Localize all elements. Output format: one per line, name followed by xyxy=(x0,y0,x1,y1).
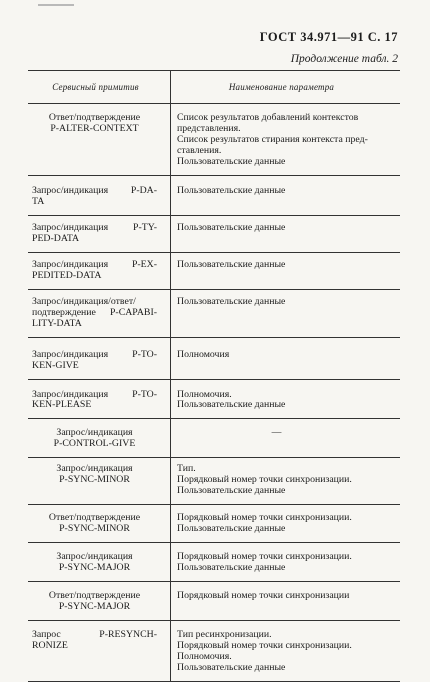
primitive-line: Ответ/подтверждение xyxy=(48,512,141,524)
primitive-cell xyxy=(28,290,163,337)
primitive-cell xyxy=(28,216,163,252)
table-row xyxy=(28,290,400,338)
primitive-line: Запрос P-RESYNCH- xyxy=(32,629,157,641)
primitive-cell xyxy=(28,338,163,379)
primitive-line: Запрос/индикация xyxy=(56,427,133,439)
table-row xyxy=(28,419,400,458)
parameter-line: Пользовательские данные xyxy=(177,258,286,270)
parameter-cell xyxy=(163,290,400,337)
primitive-line: KEN-GIVE xyxy=(32,359,79,371)
primitive-line: Запрос/индикация/ответ/ xyxy=(32,295,136,307)
parameter-cell xyxy=(163,582,400,620)
parameter-line: Тип ресинхронизации. xyxy=(177,629,272,641)
primitive-line: PEDITED-DATA xyxy=(32,269,102,281)
table-row xyxy=(28,380,400,420)
parameter-cell xyxy=(163,176,400,215)
parameter-cell xyxy=(163,505,400,542)
primitive-line: KEN-PLEASE xyxy=(32,399,92,411)
parameter-line: представления. xyxy=(177,122,241,134)
table-body xyxy=(28,104,400,682)
primitive-line: Запрос/индикация P-TO- xyxy=(32,388,157,400)
primitive-line: P-SYNC-MAJOR xyxy=(58,601,131,613)
primitive-line: Ответ/подтверждение xyxy=(48,112,141,123)
primitive-line: подтверждение P-CAPABI- xyxy=(32,306,157,318)
primitive-line: LITY-DATA xyxy=(32,317,82,329)
parameter-line: Тип. xyxy=(177,463,196,475)
parameter-line: Полномочия. xyxy=(177,388,232,400)
col-header-primitive: Сервисный примитив xyxy=(52,82,139,92)
table-header xyxy=(28,71,400,104)
table-row xyxy=(28,253,400,290)
parameter-line: Пользовательские данные xyxy=(177,485,286,497)
table-row xyxy=(28,582,400,621)
table-row xyxy=(28,338,400,380)
parameter-line: Пользовательские данные xyxy=(177,221,286,233)
parameter-cell xyxy=(163,338,400,379)
parameter-line: Пользовательские данные xyxy=(177,562,286,574)
parameter-line: Список результатов добавлений контекстов xyxy=(177,112,359,123)
primitive-line: P-SYNC-MINOR xyxy=(59,523,130,535)
parameter-cell xyxy=(163,104,400,175)
primitive-line: P-ALTER-CONTEXT xyxy=(50,122,139,134)
primitive-cell xyxy=(28,543,163,581)
parameters-table xyxy=(28,70,400,682)
parameter-line: Пользовательские данные xyxy=(177,662,286,673)
table-row xyxy=(28,505,400,543)
parameter-line: Список результатов стирания контекста пред- xyxy=(177,133,368,145)
parameter-cell xyxy=(163,621,400,681)
parameter-line: Полномочия. xyxy=(177,651,232,663)
primitive-line: Запрос/индикация xyxy=(56,551,133,563)
parameter-cell xyxy=(163,380,400,419)
primitive-line: Запрос/индикация P-TY- xyxy=(32,221,157,233)
table-row xyxy=(28,543,400,582)
parameter-line: Порядковый номер точки синхронизации xyxy=(177,590,350,602)
primitive-line: Запрос/индикация P-EX- xyxy=(32,258,157,270)
page-header: ГОСТ 34.971—91 С. 17 xyxy=(259,30,398,44)
parameter-line: Пользовательские данные xyxy=(177,399,286,411)
parameter-line: Пользовательские данные xyxy=(177,155,286,167)
table-row xyxy=(28,104,400,176)
page-mark xyxy=(38,4,74,6)
table-row xyxy=(28,458,400,505)
primitive-cell xyxy=(28,621,163,681)
parameter-cell xyxy=(163,253,400,289)
parameter-line: Пользовательские данные xyxy=(177,523,286,535)
primitive-cell xyxy=(28,582,163,620)
parameter-cell xyxy=(163,216,400,252)
primitive-line: Запрос/индикация P-TO- xyxy=(32,348,157,360)
primitive-cell xyxy=(28,419,163,457)
primitive-cell xyxy=(28,505,163,542)
primitive-cell xyxy=(28,380,163,419)
primitive-line: TA xyxy=(32,195,45,207)
parameter-line: Полномочия xyxy=(177,348,230,360)
primitive-line: Ответ/подтверждение xyxy=(48,590,141,602)
primitive-cell xyxy=(28,458,163,504)
primitive-cell xyxy=(28,253,163,289)
parameter-line: Порядковый номер точки синхронизации. xyxy=(177,512,352,524)
parameter-cell xyxy=(163,419,400,457)
primitive-line: P-SYNC-MAJOR xyxy=(58,562,131,574)
parameter-line: ставления. xyxy=(177,144,222,156)
primitive-cell xyxy=(28,104,163,175)
table-continuation-label: Продолжение табл. 2 xyxy=(290,53,398,65)
parameter-line: Порядковый номер точки синхронизации. xyxy=(177,640,352,652)
primitive-line: RONIZE xyxy=(32,640,68,652)
table-row xyxy=(28,621,400,682)
parameter-line: Порядковый номер точки синхронизации. xyxy=(177,474,352,486)
parameter-cell xyxy=(163,543,400,581)
primitive-line: Запрос/индикация P-DA- xyxy=(32,184,157,196)
parameter-line: Пользовательские данные xyxy=(177,184,286,196)
primitive-line: P-CONTROL-GIVE xyxy=(53,438,136,450)
primitive-cell xyxy=(28,176,163,215)
column-divider xyxy=(170,71,171,682)
table-row xyxy=(28,216,400,253)
parameter-line: — xyxy=(271,427,282,439)
primitive-line: PED-DATA xyxy=(32,232,80,244)
table-row xyxy=(28,176,400,216)
col-header-parameter: Наименование параметра xyxy=(228,82,335,92)
parameter-line: Пользовательские данные xyxy=(177,295,286,307)
primitive-line: Запрос/индикация xyxy=(56,463,133,475)
parameter-line: Порядковый номер точки синхронизации. xyxy=(177,551,352,563)
parameter-cell xyxy=(163,458,400,504)
primitive-line: P-SYNC-MINOR xyxy=(59,474,130,486)
